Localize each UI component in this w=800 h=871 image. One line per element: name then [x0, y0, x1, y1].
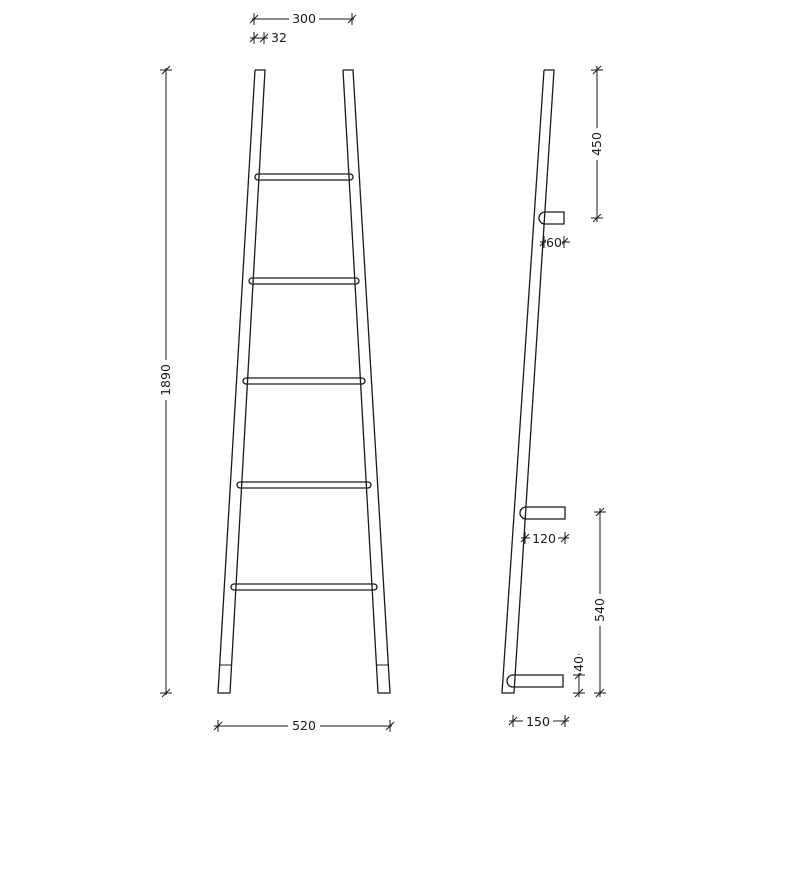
rung — [231, 584, 377, 590]
side-rail — [502, 70, 554, 693]
rung — [243, 378, 365, 384]
rung — [249, 278, 359, 284]
dim-label-top-width: 300 — [292, 11, 316, 26]
rung — [237, 482, 371, 488]
dimension-bracket-depth-top — [540, 235, 570, 250]
dim-label-base-width: 520 — [292, 718, 316, 733]
dim-label-top-offset: 450 — [589, 132, 604, 156]
dim-label-lower-height: 540 — [592, 598, 607, 622]
dim-label-foot-height: 40 — [571, 656, 586, 672]
front-view — [158, 11, 394, 733]
dimension-foot-height — [571, 654, 586, 697]
top-bracket — [539, 212, 564, 224]
dimension-lower-height — [592, 508, 607, 697]
side-view — [502, 66, 607, 729]
right-rail — [343, 70, 390, 693]
dimension-bracket-depth-lower — [521, 531, 569, 546]
dim-label-base-depth: 150 — [526, 714, 550, 729]
lower-bracket — [520, 507, 565, 519]
rung — [255, 174, 353, 180]
dim-label-bracket-depth-lower: 120 — [532, 531, 556, 546]
dimension-top-offset — [589, 66, 604, 222]
dim-label-bracket-depth-top: 60 — [546, 235, 562, 250]
left-rail — [218, 70, 265, 693]
dim-label-height: 1890 — [158, 364, 173, 396]
dimension-base-depth — [509, 714, 569, 729]
dimension-height — [158, 66, 173, 697]
dimension-base-width — [214, 718, 394, 733]
dimension-rail-thickness — [250, 30, 287, 45]
dimension-top-width — [250, 11, 356, 26]
dim-label-rail-thickness: 32 — [271, 30, 287, 45]
